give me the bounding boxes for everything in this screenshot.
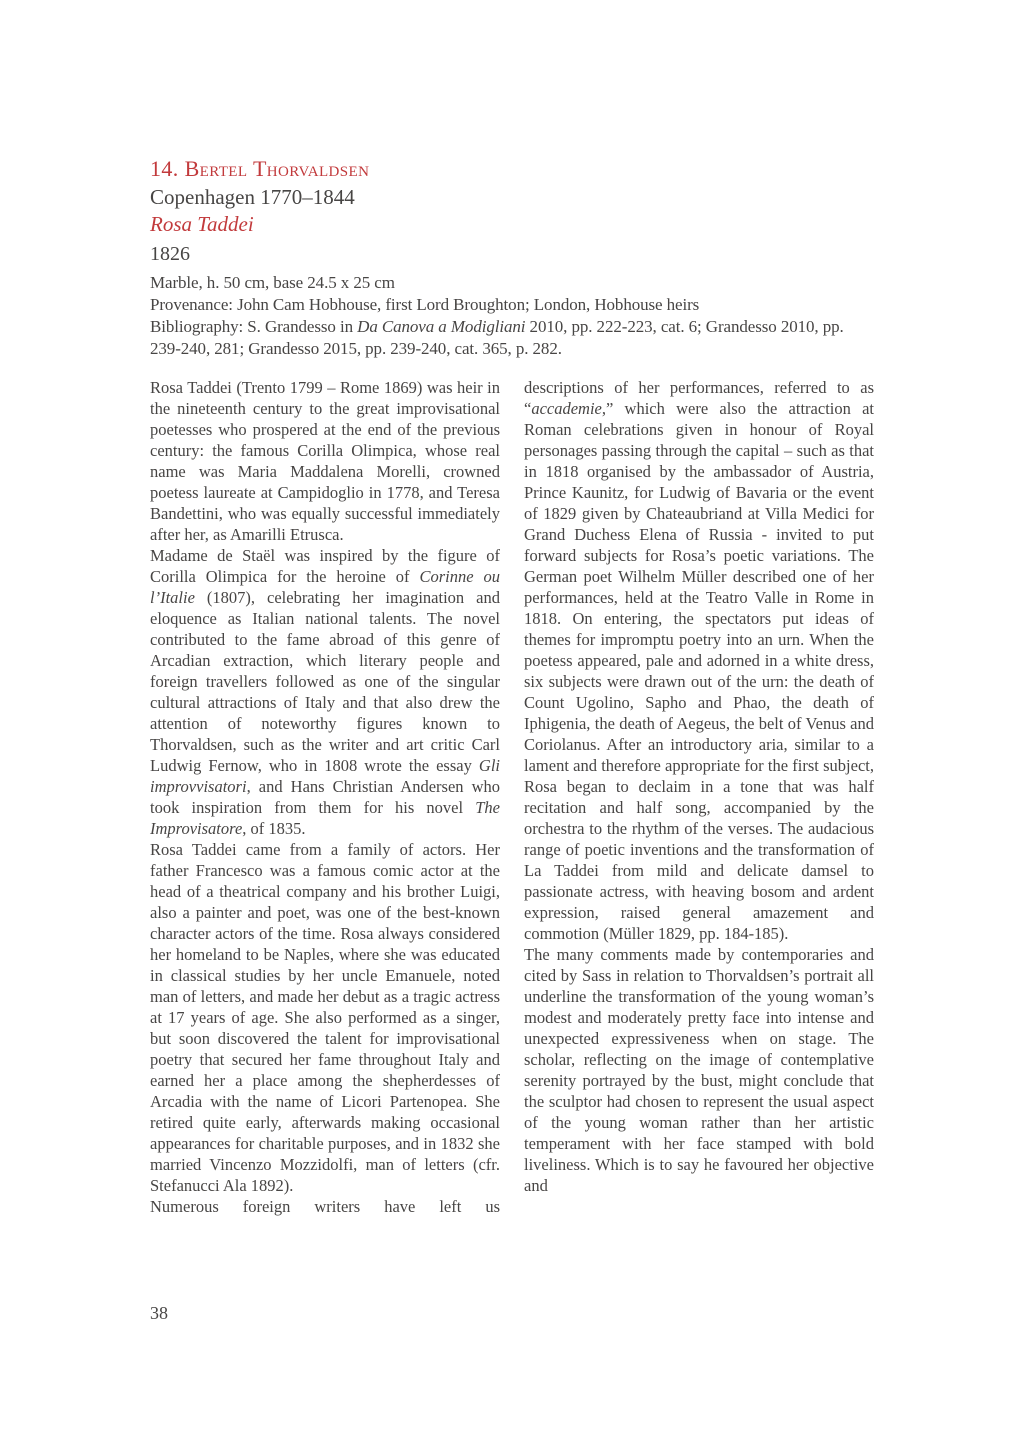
bibliography-line: Bibliography: S. Grandesso in Da Canova a Modigliani 2010, pp. 222-223, cat. 6; Grandesso 2010, pp. 239-240, 281; Grandesso 2015, pp. 239-240, cat. 365, p. 282. (150, 317, 844, 358)
right-column (524, 377, 874, 1217)
page-number: 38 (150, 1303, 168, 1323)
body-columns (150, 377, 876, 1217)
work-details (150, 272, 876, 360)
catalog-number: 14. (150, 156, 179, 181)
artist-name: Bertel Thorvaldsen (184, 156, 370, 181)
text-block (150, 156, 876, 1217)
paragraph: Madame de Staël was inspired by the figure of Corilla Olimpica for the heroine of Corinne ou l’Italie (1807), celebrating her imagination and eloquence as Italian national talents. The novel contributed to the fame abroad of this genre of Arcadian extraction, which literary people and foreign travellers followed as one of the singular cultural attractions of Italy and that also drew the attention of noteworthy figures known to Thorvaldsen, such as the writer and art critic Carl Ludwig Fernow, who in 1808 wrote the essay Gli improvvisatori, and Hans Christian Andersen who took inspiration from them for his novel The Improvisatore, of 1835. (150, 546, 500, 838)
materials-line: Marble, h. 50 cm, base 24.5 x 25 cm (150, 273, 395, 292)
artist-dates: Copenhagen 1770–1844 (150, 185, 355, 209)
paragraph: Rosa Taddei (Trento 1799 – Rome 1869) was heir in the nineteenth century to the great improvisational poetesses who prospered at the end of the previous century: the famous Corilla Olimpica, whose real name was Maria Maddalena Morelli, crowned poetess laureate at Campidoglio in 1778, and Teresa Bandettini, who was equally successful immediately after her, as Amarilli Etrusca. (150, 378, 500, 544)
work-date: 1826 (150, 243, 190, 265)
paragraph: Rosa Taddei came from a family of actors. Her father Francesco was a famous comic actor at the head of a theatrical company and his brother Luigi, also a painter and poet, was one of the best-known character actors of the time. Rosa always considered her homeland to be Naples, where she was educated in classical studies by her uncle Emanuele, noted man of letters, and made her debut as a tragic actress at 17 years of age. She also performed as a singer, but soon discovered the talent for improvisational poetry that secured her fame throughout Italy and earned her a place among the shepherdesses of Arcadia with the name of Licori Partenopea. She retired quite early, afterwards making occasional appearances for charitable purposes, and in 1832 she married Vincenzo Mozzidolfi, man of letters (cfr. Stefanucci Ala 1892). (150, 840, 500, 1195)
page-footer (150, 1303, 168, 1324)
entry-title (150, 156, 876, 181)
left-column (150, 377, 500, 1217)
paragraph: descriptions of her performances, referred to as “accademie,” which were also the attraction at Roman celebrations given in honour of Royal personages passing through the capital – such as that in 1818 organised by the ambassador of Austria, Prince Kaunitz, for Ludwig of Bavaria or the event of 1829 given by Chateaubriand at Villa Medici for Grand Duchess Elena of Russia - invited to put forward subjects for Rosa’s poetic variations. The German poet Wilhelm Müller described one of her performances, held at the Teatro Valle in Rome in 1818. On entering, the spectators put ideas of themes for impromptu poetry into an urn. When the poetess appeared, pale and adorned in a white dress, six subjects were drawn out of the urn: the death of Count Ugolino, Sapho and Phao, the death of Iphigenia, the death of Aegeus, the belt of Venus and Coriolanus. After an introductory aria, similar to a lament and therefore appropriate for the first subject, Rosa began to declaim in a tone that was half recitation and half song, accompanied by the orchestra to the rhythm of the verses. The audacious range of poetic inventions and the transformation of La Taddei from mild and delicate damsel to passionate actress, with heaving bosom and ardent expression, raised general amazement and commotion (Müller 1829, pp. 184-185). (524, 378, 874, 943)
paragraph: The many comments made by contemporaries and cited by Sass in relation to Thorvaldsen’s portrait all underline the transformation of the young woman’s modest and moderately pretty face into intense and unexpected expressiveness when on stage. The scholar, reflecting on the image of contemplative serenity portrayed by the bust, might conclude that the sculptor had chosen to represent the usual aspect of the young woman rather than her artistic temperament with her face stamped with bold liveliness. Which is to say he favoured her objective and (524, 945, 874, 1195)
work-title: Rosa Taddei (150, 212, 254, 236)
entry-header (150, 156, 876, 360)
provenance-line: Provenance: John Cam Hobhouse, first Lord Broughton; London, Hobhouse heirs (150, 295, 700, 314)
paragraph: Numerous foreign writers have left us (150, 1197, 500, 1216)
